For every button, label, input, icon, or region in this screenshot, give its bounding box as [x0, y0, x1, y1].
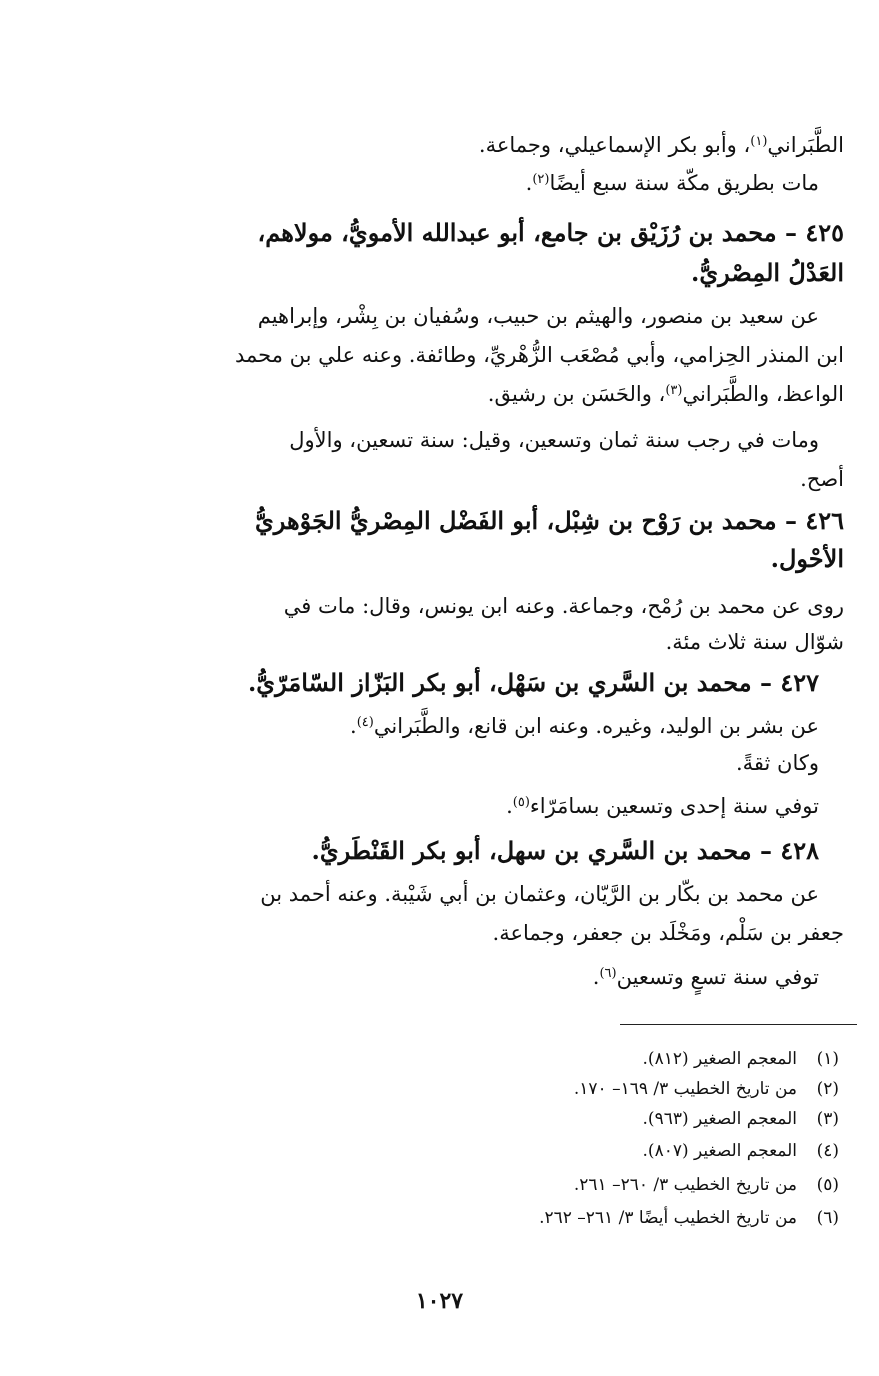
footnote-ref: (٦) — [599, 966, 617, 981]
footnote: (٥)من تاريخ الخطيب ٣/ ٢٦٠– ٢٦١. — [573, 1175, 839, 1195]
text-line: وكان ثقةً. — [735, 751, 819, 775]
text-line: الواعظ، والطَّبَراني$^{(٣)}$، والحَسَن بن رشيق. — [487, 382, 844, 406]
footnote-ref: (٥) — [512, 795, 530, 810]
footnote-ref: (٤) — [356, 715, 374, 730]
footnote: (٦)من تاريخ الخطيب أيضًا ٣/ ٢٦١– ٢٦٢. — [539, 1208, 839, 1228]
footnote: (٣)المعجم الصغير (٩٦٣). — [642, 1109, 839, 1129]
entry-heading-427: ٤٢٧ – محمد بن السَّري بن سَهْل، أبو بكر البَزّاز السّامَرّيُّ. — [247, 668, 819, 697]
footnote-ref: (١) — [750, 134, 768, 149]
text-line: ابن المنذر الحِزامي، وأبي مُصْعَب الزُّهْريِّ، وطائفة. وعنه علي بن محمد — [235, 343, 844, 367]
text-line: عن محمد بن بكّار بن الرَّيّان، وعثمان بن أبي شَيْبة. وعنه أحمد بن — [260, 882, 819, 906]
footnote-ref: (٢) — [532, 172, 550, 187]
text-line: عن سعيد بن منصور، والهيثم بن حبيب، وسُفيان بن بِشْر، وإبراهيم — [257, 304, 819, 328]
text-line: ومات في رجب سنة ثمان وتسعين، وقيل: سنة تسعين، والأول — [289, 428, 819, 452]
text-line: أصح. — [800, 467, 844, 491]
text-line: الطَّبَراني$^{(١)}$، وأبو بكر الإسماعيلي، وجماعة. — [478, 133, 844, 157]
text-line: توفي سنة تسعٍ وتسعين$^{(٦)}$. — [592, 965, 819, 989]
text-line: شوّال سنة ثلاث مئة. — [665, 630, 844, 654]
text-line: جعفر بن سَلْم، ومَخْلَد بن جعفر، وجماعة. — [492, 921, 844, 945]
page-number: ١٠٢٧ — [415, 1288, 464, 1314]
text-line: عن بشر بن الوليد، وغيره. وعنه ابن قانع، والطَّبَراني$^{(٤)}$. — [350, 714, 819, 738]
text-line: مات بطريق مكّة سنة سبع أيضًا$^{(٢)}$. — [525, 171, 819, 195]
footnote: (٤)المعجم الصغير (٨٠٧). — [642, 1141, 839, 1161]
entry-heading-425-cont: العَدْلُ المِصْريُّ. — [691, 258, 844, 287]
footnote-ref: (٣) — [665, 383, 683, 398]
entry-heading-428: ٤٢٨ – محمد بن السَّري بن سهل، أبو بكر القَنْطَريُّ. — [311, 836, 819, 865]
entry-heading-425: ٤٢٥ – محمد بن رُزَيْق بن جامع، أبو عبدالله الأمويُّ، مولاهم، — [257, 218, 844, 247]
footnote-divider — [620, 1024, 857, 1025]
entry-heading-426: ٤٢٦ – محمد بن رَوْح بن شِبْل، أبو الفَضْل المِصْريُّ الجَوْهريُّ — [255, 506, 844, 535]
footnote: (١)المعجم الصغير (٨١٢). — [642, 1049, 839, 1069]
entry-heading-426-cont: الأحْول. — [770, 544, 844, 573]
text-line: روى عن محمد بن رُمْح، وجماعة. وعنه ابن يونس، وقال: مات في — [283, 594, 844, 618]
text-line: توفي سنة إحدى وتسعين بسامَرّاء$^{(٥)}$. — [506, 794, 819, 818]
footnote: (٢)من تاريخ الخطيب ٣/ ١٦٩– ١٧٠. — [573, 1079, 839, 1099]
